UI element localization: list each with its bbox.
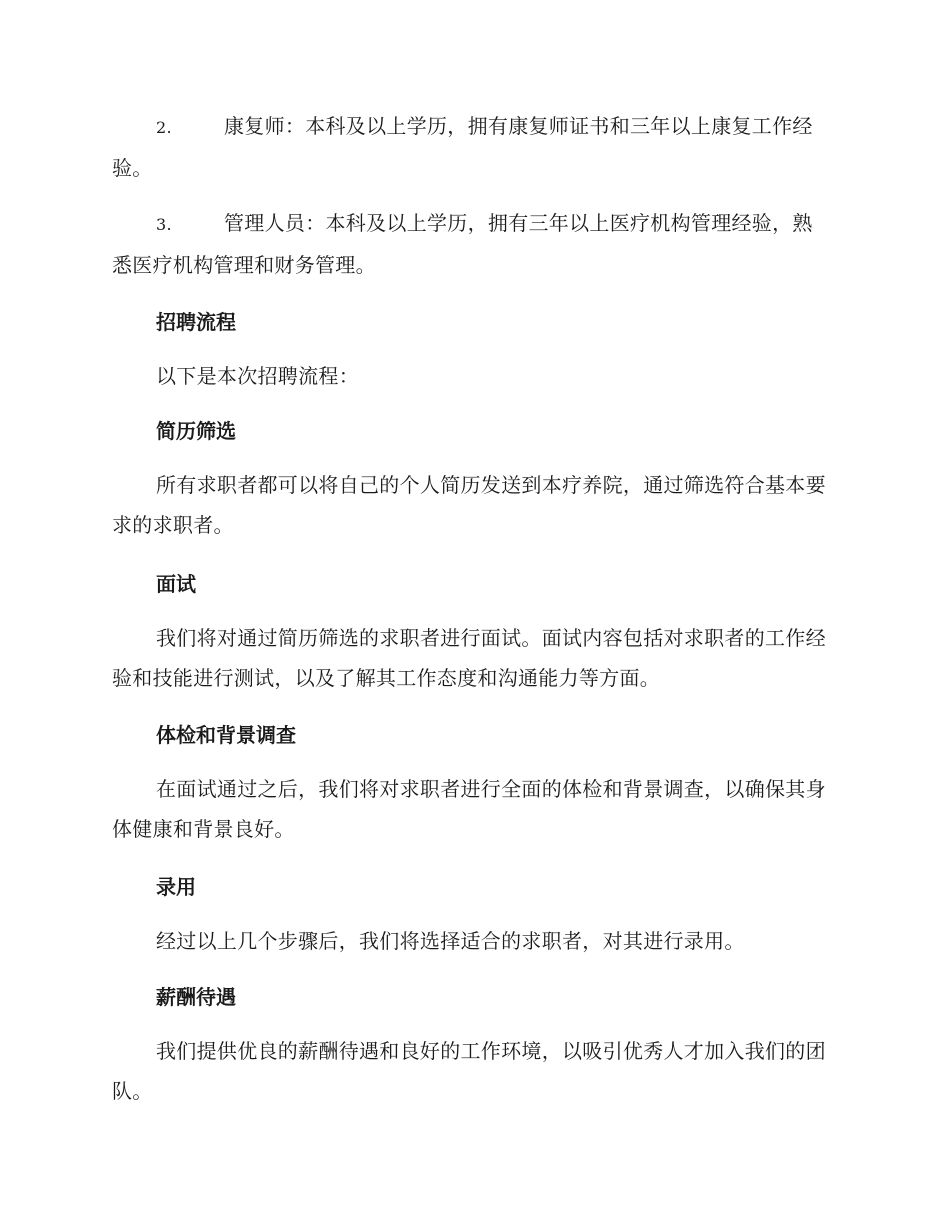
requirement-item-3	[112, 203, 832, 285]
item-number: 3.	[156, 215, 172, 234]
item-text: 管理人员：本科及以上学历，拥有三年以上医疗机构管理经验，熟悉医疗机构管理和财务管理。	[112, 211, 813, 277]
step-heading-hiring: 录用	[156, 875, 196, 899]
step-heading-interview: 面试	[156, 572, 196, 596]
step-heading-checkup-background: 体检和背景调查	[156, 723, 296, 747]
compensation-text: 我们提供优良的薪酬待遇和良好的工作环境，以吸引优秀人才加入我们的团队。	[112, 1039, 826, 1103]
step-text-hiring: 经过以上几个步骤后，我们将选择适合的求职者，对其进行录用。	[156, 929, 745, 953]
section-heading-recruitment-process: 招聘流程	[156, 310, 236, 334]
step-text-checkup-background: 在面试通过之后，我们将对求职者进行全面的体检和背景调查，以确保其身体健康和背景良好。	[112, 777, 826, 841]
item-text: 康复师：本科及以上学历，拥有康复师证书和三年以上康复工作经验。	[112, 114, 813, 180]
process-intro: 以下是本次招聘流程：	[156, 364, 359, 388]
step-text-interview: 我们将对通过简历筛选的求职者进行面试。面试内容包括对求职者的工作经验和技能进行测试，以及了解其工作态度和沟通能力等方面。	[112, 626, 826, 690]
section-heading-compensation: 薪酬待遇	[156, 985, 236, 1009]
step-heading-resume-screening: 简历筛选	[156, 419, 236, 443]
step-text-resume-screening: 所有求职者都可以将自己的个人简历发送到本疗养院，通过筛选符合基本要求的求职者。	[112, 473, 826, 537]
requirement-item-2	[112, 106, 832, 188]
item-number: 2.	[156, 118, 172, 137]
